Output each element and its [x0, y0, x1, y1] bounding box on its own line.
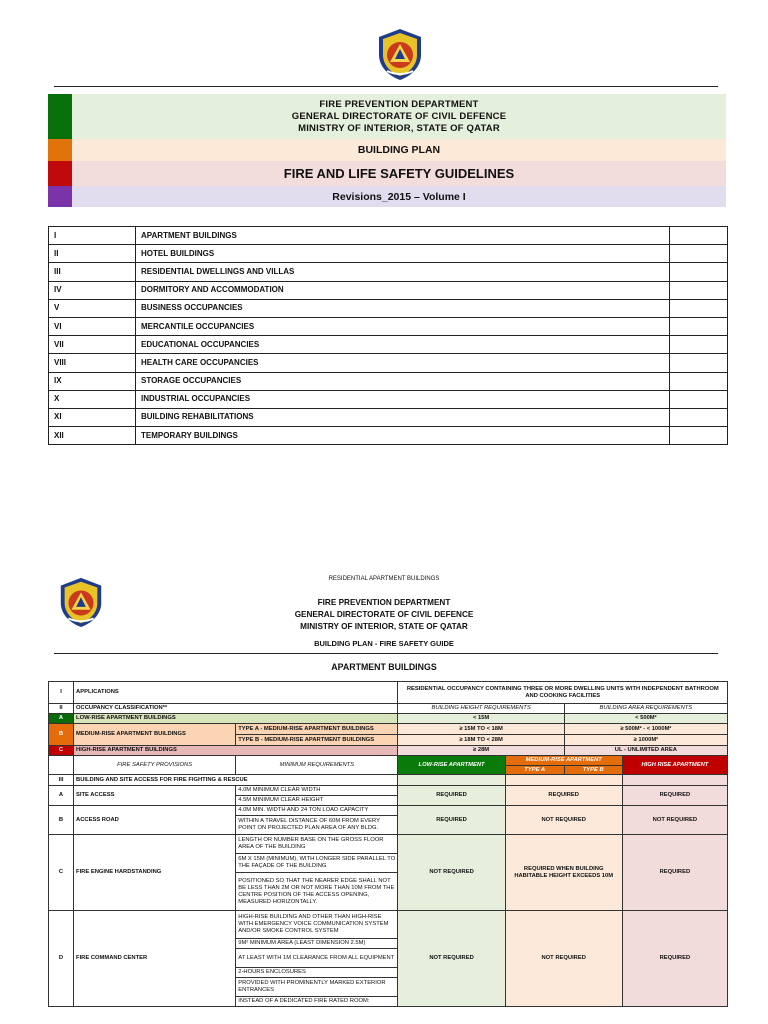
table-row: [49, 806, 728, 816]
toc-number: II: [49, 245, 136, 263]
row-label: LOW-RISE APARTMENT BUILDINGS: [74, 714, 398, 724]
row-number: B: [49, 806, 74, 835]
toc-number: IV: [49, 281, 136, 299]
row-number: A: [49, 786, 74, 806]
toc-label: INDUSTRIAL OCCUPANCIES: [136, 390, 670, 408]
toc-row[interactable]: [49, 245, 728, 263]
toc-row[interactable]: [49, 227, 728, 245]
toc-page-cell: [670, 408, 728, 426]
row-number: A: [49, 714, 74, 724]
green-swatch: [48, 94, 72, 139]
toc-label: RESIDENTIAL DWELLINGS AND VILLAS: [136, 263, 670, 281]
requirement-text: LENGTH OR NUMBER BASE ON THE GROSS FLOOR AREA OF THE BUILDING: [236, 835, 398, 854]
low-rise-header: LOW-RISE APARTMENT: [398, 756, 505, 775]
low-rise-value: NOT REQUIRED: [398, 835, 505, 911]
orange-swatch: [48, 139, 72, 161]
minimum-requirements-header: MINIMUM REQUIREMENTS: [236, 756, 398, 775]
high-rise-value: REQUIRED: [622, 835, 727, 911]
toc-page-cell: [670, 354, 728, 372]
toc-label: MERCANTILE OCCUPANCIES: [136, 317, 670, 335]
table-row: [49, 756, 728, 766]
height-value: ≥ 18M TO < 28M: [398, 735, 564, 746]
plan-label: BUILDING PLAN: [357, 144, 441, 156]
directorate-line: GENERAL DIRECTORATE OF CIVIL DEFENCE: [291, 110, 507, 122]
row-label: FIRE COMMAND CENTER: [74, 911, 236, 1007]
toc-row[interactable]: [49, 408, 728, 426]
high-rise-value: REQUIRED: [622, 786, 727, 806]
toc-number: IX: [49, 372, 136, 390]
table-row: [49, 704, 728, 714]
toc-row[interactable]: [49, 336, 728, 354]
requirement-text: 6M X 15M (MINIMUM), WITH LONGER SIDE PARALLEL TO THE FAÇADE OF THE BUILDING: [236, 854, 398, 873]
toc-number: XI: [49, 408, 136, 426]
toc-page-cell: [670, 372, 728, 390]
toc-row[interactable]: [49, 281, 728, 299]
row-label: SITE ACCESS: [74, 786, 236, 806]
row-number: C: [49, 835, 74, 911]
toc-label: TEMPORARY BUILDINGS: [136, 427, 670, 445]
low-rise-value: NOT REQUIRED: [398, 911, 505, 1007]
header-title: [48, 161, 726, 186]
ministry-line: MINISTRY OF INTERIOR, STATE OF QATAR: [300, 622, 468, 631]
height-header: BUILDING HEIGHT REQUIREMENTS: [398, 704, 564, 714]
civil-defence-emblem-icon: [373, 27, 427, 81]
toc-number: X: [49, 390, 136, 408]
toc-number: III: [49, 263, 136, 281]
requirement-text: 2-HOURS ENCLOSURES: [236, 968, 398, 978]
contents-table: [48, 226, 728, 445]
toc-row[interactable]: [49, 317, 728, 335]
running-head: RESIDENTIAL APARTMENT BUILDINGS: [328, 576, 440, 582]
row-label: MEDIUM-RISE APARTMENT BUILDINGS: [74, 724, 236, 746]
requirement-text: WITHIN A TRAVEL DISTANCE OF 60M FROM EVERY POINT ON PROJECTED PLAN AREA OF ANY BLDG.: [236, 816, 398, 835]
row-number: D: [49, 911, 74, 1007]
table-row: [49, 775, 728, 786]
toc-page-cell: [670, 281, 728, 299]
header-revision: [48, 186, 726, 207]
toc-row[interactable]: [49, 299, 728, 317]
top-divider: [54, 86, 718, 87]
toc-row[interactable]: [49, 263, 728, 281]
table-row: [49, 786, 728, 796]
header-plan: [48, 139, 726, 161]
department-line: FIRE PREVENTION DEPARTMENT: [319, 98, 479, 110]
row-number: I: [49, 682, 74, 704]
area-value: ≥ 500M² - < 1000M²: [564, 724, 727, 735]
toc-page-cell: [670, 317, 728, 335]
height-value: ≥ 15M TO < 18M: [398, 724, 564, 735]
medium-rise-value: REQUIRED: [505, 786, 622, 806]
toc-number: VII: [49, 336, 136, 354]
toc-row[interactable]: [49, 372, 728, 390]
medium-rise-value: NOT REQUIRED: [505, 806, 622, 835]
red-swatch: [48, 161, 72, 186]
requirement-text: 4.5M MINIMUM CLEAR HEIGHT: [236, 796, 398, 806]
row-number: II: [49, 704, 74, 714]
toc-label: DORMITORY AND ACCOMMODATION: [136, 281, 670, 299]
provisions-header: FIRE SAFETY PROVISIONS: [74, 756, 236, 775]
directorate-line: GENERAL DIRECTORATE OF CIVIL DEFENCE: [294, 610, 474, 619]
row-number: B: [49, 724, 74, 746]
requirement-text: 4.0M MIN. WIDTH AND 24 TON LOAD CAPACITY: [236, 806, 398, 816]
row-label: FIRE ENGINE HARDSTANDING: [74, 835, 236, 911]
toc-page-cell: [670, 227, 728, 245]
toc-page-cell: [670, 245, 728, 263]
guide-title: BUILDING PLAN - FIRE SAFETY GUIDE: [314, 639, 454, 648]
table-row: [49, 724, 728, 735]
requirement-text: INSTEAD OF A DEDICATED FIRE RATED ROOM:: [236, 997, 398, 1007]
toc-page-cell: [670, 263, 728, 281]
ministry-line: MINISTRY OF INTERIOR, STATE OF QATAR: [298, 122, 500, 134]
area-value: ≥ 1000M²: [564, 735, 727, 746]
type-a-header: TYPE A: [505, 766, 564, 775]
toc-label: EDUCATIONAL OCCUPANCIES: [136, 336, 670, 354]
toc-label: STORAGE OCCUPANCIES: [136, 372, 670, 390]
type-b-header: TYPE B: [564, 766, 622, 775]
area-value: UL - UNLIMITED AREA: [564, 746, 727, 756]
low-rise-value: REQUIRED: [398, 806, 505, 835]
toc-label: APARTMENT BUILDINGS: [136, 227, 670, 245]
toc-row[interactable]: [49, 427, 728, 445]
requirements-table: [48, 681, 728, 1007]
requirement-text: PROVIDED WITH PROMINENTLY MARKED EXTERIOR ENTRANCES: [236, 978, 398, 997]
toc-number: XII: [49, 427, 136, 445]
area-header: BUILDING AREA REQUIREMENTS: [564, 704, 727, 714]
document-title: FIRE AND LIFE SAFETY GUIDELINES: [283, 166, 515, 181]
section-label: BUILDING AND SITE ACCESS FOR FIRE FIGHTING & RESCUE: [74, 775, 398, 786]
toc-number: VIII: [49, 354, 136, 372]
table-row: [49, 682, 728, 704]
page2-divider: [54, 653, 718, 654]
high-rise-value: NOT REQUIRED: [622, 806, 727, 835]
row-label: APPLICATIONS: [74, 682, 398, 704]
type-b-label: TYPE B - MEDIUM-RISE APARTMENT BUILDINGS: [236, 735, 398, 746]
toc-label: BUSINESS OCCUPANCIES: [136, 299, 670, 317]
toc-page-cell: [670, 390, 728, 408]
toc-number: V: [49, 299, 136, 317]
application-description: RESIDENTIAL OCCUPANCY CONTAINING THREE OR MORE DWELLING UNITS WITH INDEPENDENT BATHROOM AND COOKING FACILITIES: [398, 682, 728, 704]
requirement-text: POSITIONED SO THAT THE NEARER EDGE SHALL NOT BE LESS THAN 2M OR NOT MORE THAN 10M FROM THE CENTRE POSITION OF THE ACCESS OPENING, MEASURED HORIZONTALLY.: [236, 873, 398, 911]
row-label: HIGH-RISE APARTMENT BUILDINGS: [74, 746, 398, 756]
area-value: < 500M²: [564, 714, 727, 724]
row-label: ACCESS ROAD: [74, 806, 236, 835]
requirement-text: HIGH-RISE BUILDING AND OTHER THAN HIGH-RISE WITH EMERGENCY VOICE COMMUNICATION SYSTEM AND/OR SMOKE CONTROL SYSTEM: [236, 911, 398, 939]
toc-page-cell: [670, 427, 728, 445]
requirement-text: 4.0M MINIMUM CLEAR WIDTH: [236, 786, 398, 796]
medium-rise-value: NOT REQUIRED: [505, 911, 622, 1007]
medium-rise-value: REQUIRED WHEN BUILDING HABITABLE HEIGHT EXCEEDS 10M: [505, 835, 622, 911]
toc-label: HOTEL BUILDINGS: [136, 245, 670, 263]
toc-label: BUILDING REHABILITATIONS: [136, 408, 670, 426]
high-rise-value: REQUIRED: [622, 911, 727, 1007]
toc-label: HEALTH CARE OCCUPANCIES: [136, 354, 670, 372]
height-value: ≥ 28M: [398, 746, 564, 756]
page2-department: [0, 597, 768, 633]
toc-page-cell: [670, 336, 728, 354]
toc-row[interactable]: [49, 354, 728, 372]
header-department: [48, 94, 726, 139]
toc-row[interactable]: [49, 390, 728, 408]
type-a-label: TYPE A - MEDIUM-RISE APARTMENT BUILDINGS: [236, 724, 398, 735]
medium-rise-header: MEDIUM-RISE APARTMENT: [505, 756, 622, 766]
revision-label: Revisions_2015 – Volume I: [332, 190, 466, 203]
toc-number: I: [49, 227, 136, 245]
row-number: III: [49, 775, 74, 786]
table-row: [49, 746, 728, 756]
department-line: FIRE PREVENTION DEPARTMENT: [317, 598, 451, 607]
purple-swatch: [48, 186, 72, 207]
row-label: OCCUPANCY CLASSIFICATION**: [74, 704, 398, 714]
row-number: C: [49, 746, 74, 756]
requirement-text: 9M² MINIMUM AREA (LEAST DIMENSION 2.5M): [236, 939, 398, 949]
table-row: [49, 911, 728, 939]
toc-number: VI: [49, 317, 136, 335]
table-row: [49, 835, 728, 854]
requirement-text: AT LEAST WITH 1M CLEARANCE FROM ALL EQUIPMENT: [236, 949, 398, 968]
height-value: < 15M: [398, 714, 564, 724]
high-rise-header: HIGH RISE APARTMENT: [622, 756, 727, 775]
toc-page-cell: [670, 299, 728, 317]
section-title: APARTMENT BUILDINGS: [331, 662, 437, 672]
low-rise-value: REQUIRED: [398, 786, 505, 806]
table-row: [49, 714, 728, 724]
